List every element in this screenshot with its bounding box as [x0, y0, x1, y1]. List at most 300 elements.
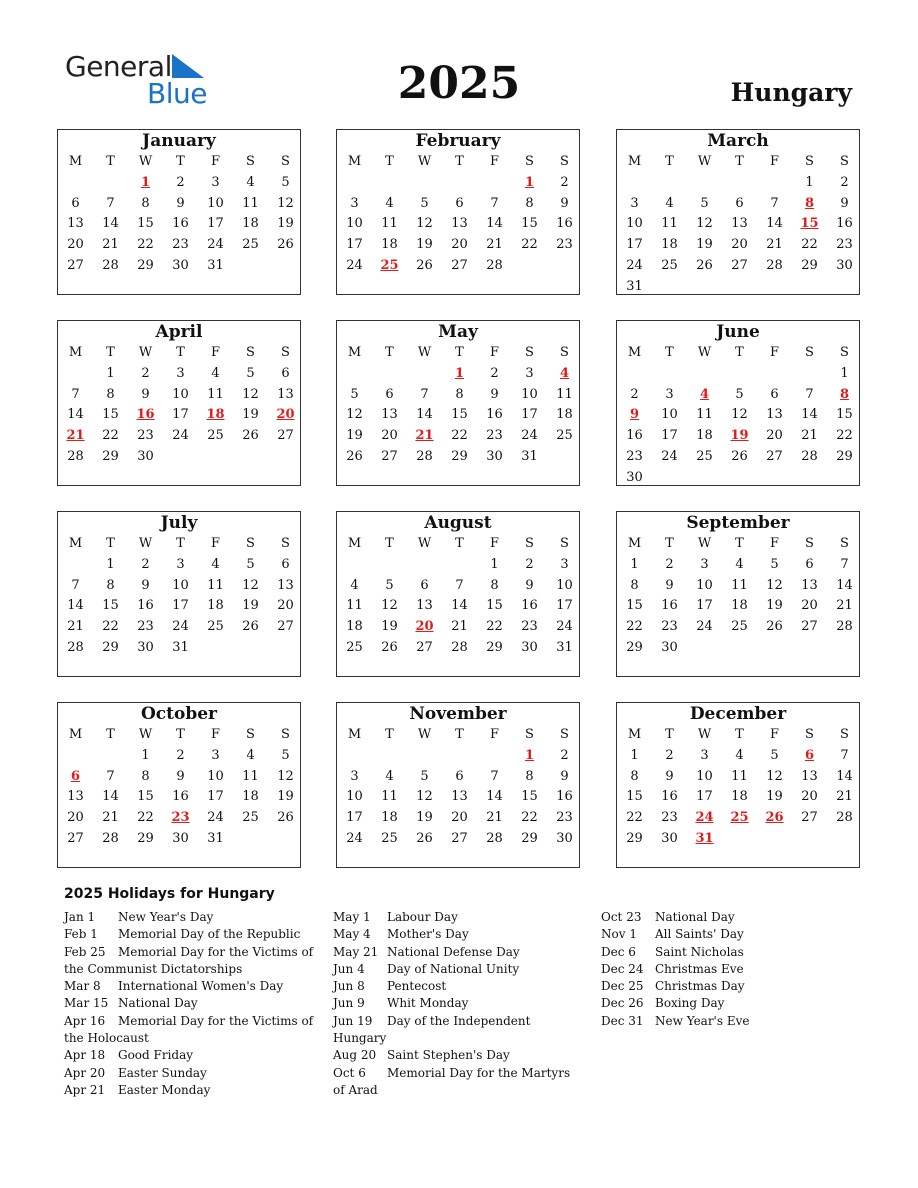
weekday-label: W: [138, 345, 153, 360]
calendar-day: 15: [836, 407, 853, 423]
calendar-day: 23: [556, 810, 573, 826]
holiday-day: 18: [206, 407, 225, 423]
calendar-day: 21: [766, 237, 783, 253]
month-april: [57, 320, 301, 486]
holiday-name: Christmas Day: [655, 979, 745, 994]
weekday-label: M: [627, 345, 642, 360]
holiday-day: 24: [695, 810, 714, 826]
calendar-day: 9: [665, 768, 674, 784]
weekday-label: M: [347, 727, 362, 742]
calendar-day: 5: [770, 557, 779, 572]
logo-text-blue: Blue: [147, 77, 207, 110]
calendar-day: 9: [560, 195, 569, 211]
weekday-label: M: [627, 154, 642, 169]
calendar-day: 22: [626, 810, 643, 826]
holiday-date: Apr 16: [64, 1013, 106, 1028]
calendar-day: 1: [141, 748, 150, 763]
calendar-day: 14: [416, 407, 433, 423]
calendar-day: 27: [451, 830, 468, 846]
weekday-label: S: [560, 727, 569, 742]
weekday-label: M: [627, 727, 642, 742]
calendar-day: 12: [731, 407, 748, 423]
calendar-day: 25: [661, 257, 678, 273]
calendar-day: 11: [242, 768, 259, 784]
calendar-day: 4: [246, 175, 255, 190]
calendar-day: 22: [836, 428, 853, 444]
calendar-day: 11: [207, 577, 224, 593]
holiday-day: 21: [415, 428, 434, 444]
calendar-day: 23: [137, 428, 154, 444]
holiday-entry: [601, 944, 801, 961]
calendar-day: 16: [556, 789, 573, 805]
calendar-day: 31: [207, 830, 224, 846]
calendar-day: 19: [242, 598, 259, 614]
calendar-day: 24: [207, 237, 224, 253]
weekday-label: T: [176, 154, 185, 169]
calendar-day: 25: [696, 448, 713, 464]
weekday-label: W: [138, 154, 153, 169]
calendar-day: 24: [346, 257, 363, 273]
holiday-day: 15: [800, 216, 819, 232]
holiday-name: Labour Day: [387, 910, 458, 924]
calendar-day: 15: [137, 216, 154, 232]
holiday-date: May 4: [333, 927, 371, 942]
calendar-day: 22: [102, 428, 119, 444]
calendar-day: 24: [626, 257, 643, 273]
weekday-label: F: [210, 727, 221, 742]
calendar-day: 26: [731, 448, 748, 464]
calendar-day: 11: [556, 386, 573, 402]
calendar-day: 26: [242, 619, 259, 635]
calendar-day: 16: [836, 216, 853, 232]
holiday-entry: [64, 944, 314, 979]
calendar-day: 8: [141, 195, 150, 211]
calendar-day: 22: [626, 619, 643, 635]
holiday-name: National Day: [118, 996, 198, 1011]
calendar-day: 24: [696, 619, 713, 635]
calendar-day: 24: [661, 448, 678, 464]
calendar-year: 2025: [397, 58, 521, 109]
holiday-date: Jun 19: [333, 1013, 373, 1028]
weekday-label: F: [769, 154, 780, 169]
holiday-date: Apr 18: [64, 1048, 106, 1063]
month-december: [616, 702, 860, 868]
calendar-day: 12: [766, 768, 783, 784]
calendar-day: 2: [840, 175, 849, 190]
calendar-day: 20: [731, 237, 748, 253]
calendar-day: 5: [700, 195, 709, 211]
holiday-name: Pentecost: [387, 979, 447, 994]
calendar-day: 28: [801, 448, 818, 464]
calendar-day: 31: [521, 448, 538, 464]
calendar-day: 6: [281, 557, 290, 572]
month-name: January: [142, 131, 216, 151]
holiday-date: Nov 1: [601, 927, 637, 942]
country-name: Hungary: [730, 78, 852, 107]
calendar-day: 13: [451, 216, 468, 232]
calendar-day: 15: [626, 789, 643, 805]
calendar-day: 19: [766, 789, 783, 805]
weekday-label: W: [417, 727, 432, 742]
calendar-day: 19: [696, 237, 713, 253]
weekday-label: M: [347, 536, 362, 551]
holiday-name: International Women's Day: [118, 979, 284, 994]
calendar-day: 28: [486, 257, 503, 273]
calendar-day: 29: [801, 257, 818, 273]
holiday-name: Memorial Day for the Victims of the Communist Dictatorships: [64, 944, 314, 976]
calendar-day: 27: [381, 448, 398, 464]
holiday-day: 20: [276, 407, 295, 423]
weekday-label: F: [769, 727, 780, 742]
calendar-day: 3: [560, 557, 569, 572]
weekday-label: T: [455, 727, 464, 742]
calendar-day: 21: [801, 428, 818, 444]
calendar-day: 17: [661, 428, 678, 444]
month-january: [57, 129, 301, 295]
holiday-entry: [64, 1013, 314, 1048]
holiday-day: 21: [66, 428, 85, 444]
calendar-day: 13: [801, 768, 818, 784]
month-october: [57, 702, 301, 868]
calendar-day: 10: [696, 768, 713, 784]
calendar-day: 13: [67, 216, 84, 232]
holiday-entry: [601, 926, 801, 943]
calendar-day: 29: [836, 448, 853, 464]
holiday-name: All Saints' Day: [655, 927, 744, 942]
calendar-day: 12: [277, 195, 294, 211]
calendar-day: 25: [242, 237, 259, 253]
calendar-day: 4: [735, 557, 744, 572]
calendar-day: 20: [381, 428, 398, 444]
calendar-day: 5: [770, 748, 779, 763]
calendar-day: 16: [661, 789, 678, 805]
calendar-day: 30: [486, 448, 503, 464]
holiday-name: National Defense Day: [387, 944, 520, 959]
calendar-day: 31: [172, 639, 189, 655]
calendar-day: 28: [102, 257, 119, 273]
calendar-day: 14: [836, 577, 853, 593]
calendar-day: 3: [665, 386, 674, 402]
holiday-date: Dec 26: [601, 996, 644, 1011]
weekday-label: S: [805, 536, 814, 551]
calendar-day: 8: [630, 768, 639, 784]
holiday-date: Jun 8: [333, 979, 365, 994]
weekday-label: W: [417, 154, 432, 169]
weekday-label: M: [347, 345, 362, 360]
month-name: February: [415, 131, 501, 151]
calendar-day: 25: [346, 639, 363, 655]
calendar-day: 14: [451, 598, 468, 614]
calendar-day: 22: [137, 237, 154, 253]
calendar-day: 3: [350, 768, 359, 784]
calendar-day: 11: [207, 386, 224, 402]
calendar-day: 1: [805, 175, 814, 190]
calendar-day: 18: [731, 789, 748, 805]
calendar-day: 14: [102, 789, 119, 805]
holiday-day: 31: [695, 830, 714, 846]
holidays-column: [333, 909, 573, 1099]
calendar-day: 5: [246, 557, 255, 572]
month-name: April: [155, 322, 203, 342]
calendar-day: 14: [486, 789, 503, 805]
calendar-day: 20: [67, 237, 84, 253]
calendar-day: 14: [766, 216, 783, 232]
weekday-label: S: [281, 536, 290, 551]
weekday-label: S: [560, 154, 569, 169]
calendar-day: 29: [451, 448, 468, 464]
calendar-day: 26: [242, 428, 259, 444]
calendar-day: 13: [381, 407, 398, 423]
holiday-name: Memorial Day for the Victims of the Holocaust: [64, 1013, 314, 1046]
weekday-label: T: [385, 345, 394, 360]
calendar-day: 30: [836, 257, 853, 273]
calendar-day: 18: [696, 428, 713, 444]
calendar-day: 12: [766, 577, 783, 593]
calendar-day: 24: [556, 619, 573, 635]
calendar-day: 30: [556, 830, 573, 846]
calendar-day: 29: [102, 448, 119, 464]
calendar-day: 23: [486, 428, 503, 444]
holiday-date: Dec 25: [601, 979, 644, 994]
holiday-day: 8: [839, 386, 850, 402]
calendar-day: 14: [486, 216, 503, 232]
calendar-day: 5: [350, 386, 359, 402]
weekday-label: F: [210, 536, 221, 551]
calendar-day: 16: [521, 598, 538, 614]
month-may: [336, 320, 580, 486]
calendar-day: 19: [766, 598, 783, 614]
calendar-day: 11: [661, 216, 678, 232]
holiday-date: Dec 6: [601, 944, 636, 959]
calendar-day: 20: [451, 810, 468, 826]
month-name: May: [438, 322, 478, 342]
calendar-day: 20: [277, 598, 294, 614]
calendar-day: 24: [521, 428, 538, 444]
holiday-date: Feb 1: [64, 927, 98, 942]
holiday-entry: [333, 1047, 573, 1064]
calendar-day: 5: [385, 577, 394, 593]
holiday-name: New Year's Day: [118, 910, 214, 924]
holiday-day: 19: [730, 428, 749, 444]
month-name: November: [409, 704, 507, 724]
holiday-entry: [64, 926, 314, 943]
weekday-label: W: [417, 345, 432, 360]
calendar-day: 17: [696, 789, 713, 805]
holiday-entry: [333, 926, 573, 943]
weekday-label: S: [246, 727, 255, 742]
calendar-day: 10: [172, 386, 189, 402]
holiday-name: Boxing Day: [655, 996, 725, 1011]
calendar-day: 7: [770, 195, 779, 211]
holiday-name: Good Friday: [118, 1048, 194, 1063]
calendar-day: 29: [626, 639, 643, 655]
calendar-day: 24: [207, 810, 224, 826]
calendar-day: 7: [490, 195, 499, 211]
holiday-day: 25: [730, 810, 749, 826]
holiday-entry: [601, 961, 801, 978]
holiday-entry: [333, 978, 573, 995]
holiday-name: Day of the Independent Hungary: [333, 1013, 531, 1046]
weekday-label: T: [106, 536, 115, 551]
calendar-day: 19: [416, 810, 433, 826]
calendar-day: 17: [172, 598, 189, 614]
holiday-entry: [601, 909, 801, 926]
holiday-entry: [601, 1013, 801, 1030]
calendar-day: 1: [630, 748, 639, 763]
calendar-day: 10: [556, 577, 573, 593]
calendar-day: 20: [801, 789, 818, 805]
weekday-label: S: [525, 154, 534, 169]
calendar-day: 22: [521, 810, 538, 826]
weekday-label: T: [106, 727, 115, 742]
holiday-date: May 21: [333, 944, 379, 959]
holiday-day: 23: [171, 810, 190, 826]
calendar-day: 19: [416, 237, 433, 253]
holiday-date: Oct 23: [601, 910, 642, 924]
holiday-name: Mother's Day: [387, 927, 469, 942]
weekday-label: T: [385, 727, 394, 742]
month-march: [616, 129, 860, 295]
calendar-day: 30: [626, 469, 643, 485]
calendar-day: 18: [731, 598, 748, 614]
calendar-day: 12: [696, 216, 713, 232]
calendar-day: 18: [207, 598, 224, 614]
calendar-day: 14: [67, 407, 84, 423]
weekday-label: S: [560, 345, 569, 360]
calendar-day: 29: [137, 830, 154, 846]
weekday-label: W: [417, 536, 432, 551]
calendar-day: 22: [102, 619, 119, 635]
calendar-day: 6: [71, 195, 80, 211]
month-august: [336, 511, 580, 677]
weekday-label: T: [385, 154, 394, 169]
month-name: March: [707, 131, 769, 151]
calendar-day: 6: [420, 577, 429, 593]
calendar-day: 7: [106, 768, 115, 784]
calendar-day: 2: [176, 748, 185, 763]
calendar-day: 21: [486, 237, 503, 253]
calendar-day: 8: [490, 577, 499, 593]
weekday-label: W: [138, 727, 153, 742]
calendar-day: 12: [242, 386, 259, 402]
calendar-day: 30: [661, 830, 678, 846]
calendar-day: 17: [556, 598, 573, 614]
calendar-day: 22: [801, 237, 818, 253]
calendar-day: 4: [211, 557, 220, 572]
weekday-label: S: [281, 727, 290, 742]
calendar-day: 12: [277, 768, 294, 784]
holiday-day: 26: [765, 810, 784, 826]
calendar-day: 26: [277, 810, 294, 826]
weekday-label: S: [246, 345, 255, 360]
calendar-day: 13: [277, 577, 294, 593]
weekday-label: T: [735, 154, 744, 169]
holiday-name: National Day: [655, 910, 735, 924]
calendar-day: 1: [106, 557, 115, 572]
calendar-day: 13: [731, 216, 748, 232]
holiday-date: Mar 15: [64, 996, 109, 1011]
calendar-day: 27: [277, 619, 294, 635]
calendar-day: 2: [630, 386, 639, 402]
calendar-day: 13: [67, 789, 84, 805]
holiday-day: 16: [136, 407, 155, 423]
holiday-date: Oct 6: [333, 1065, 366, 1080]
calendar-day: 8: [455, 386, 464, 402]
weekday-label: T: [455, 536, 464, 551]
calendar-day: 12: [416, 216, 433, 232]
calendar-day: 18: [556, 407, 573, 423]
calendar-day: 26: [346, 448, 363, 464]
calendar-day: 18: [381, 810, 398, 826]
calendar-day: 23: [172, 237, 189, 253]
calendar-day: 12: [381, 598, 398, 614]
calendar-day: 30: [172, 830, 189, 846]
calendar-day: 13: [766, 407, 783, 423]
calendar-day: 1: [630, 557, 639, 572]
month-name: October: [140, 704, 217, 724]
calendar-day: 16: [556, 216, 573, 232]
calendar-day: 9: [141, 577, 150, 593]
calendar-day: 8: [106, 386, 115, 402]
calendar-day: 4: [665, 195, 674, 211]
calendar-day: 3: [700, 748, 709, 763]
weekday-label: F: [489, 345, 500, 360]
weekday-label: W: [697, 727, 712, 742]
calendar-day: 15: [102, 598, 119, 614]
calendar-day: 28: [67, 448, 84, 464]
calendar-day: 29: [102, 639, 119, 655]
calendar-day: 17: [626, 237, 643, 253]
calendar-day: 21: [486, 810, 503, 826]
calendar-day: 17: [207, 789, 224, 805]
calendar-day: 17: [346, 810, 363, 826]
holiday-day: 1: [524, 175, 535, 190]
weekday-label: T: [176, 727, 185, 742]
calendar-day: 18: [661, 237, 678, 253]
calendar-day: 27: [416, 639, 433, 655]
calendar-day: 22: [521, 237, 538, 253]
weekday-label: M: [347, 154, 362, 169]
holiday-date: Dec 24: [601, 961, 644, 976]
calendar-day: 28: [67, 639, 84, 655]
weekday-label: T: [455, 345, 464, 360]
month-september: [616, 511, 860, 677]
holidays-title: 2025 Holidays for Hungary: [64, 886, 275, 902]
logo-text-general: General: [65, 50, 172, 83]
holiday-date: Mar 8: [64, 979, 101, 994]
calendar-day: 4: [385, 195, 394, 211]
holiday-date: Jun 9: [333, 996, 365, 1011]
calendar-day: 13: [451, 789, 468, 805]
weekday-label: T: [176, 345, 185, 360]
calendar-day: 10: [696, 577, 713, 593]
calendar-day: 7: [71, 386, 80, 402]
calendar-day: 5: [281, 175, 290, 190]
weekday-label: F: [210, 345, 221, 360]
weekday-label: W: [697, 345, 712, 360]
calendar-day: 13: [801, 577, 818, 593]
calendar-day: 30: [521, 639, 538, 655]
calendar-day: 2: [141, 557, 150, 572]
calendar-day: 27: [67, 257, 84, 273]
calendar-day: 28: [102, 830, 119, 846]
weekday-label: S: [840, 727, 849, 742]
calendar-day: 17: [207, 216, 224, 232]
weekday-label: F: [489, 727, 500, 742]
holiday-name: Saint Stephen's Day: [387, 1048, 510, 1063]
holiday-date: Jan 1: [64, 910, 96, 924]
calendar-day: 26: [696, 257, 713, 273]
